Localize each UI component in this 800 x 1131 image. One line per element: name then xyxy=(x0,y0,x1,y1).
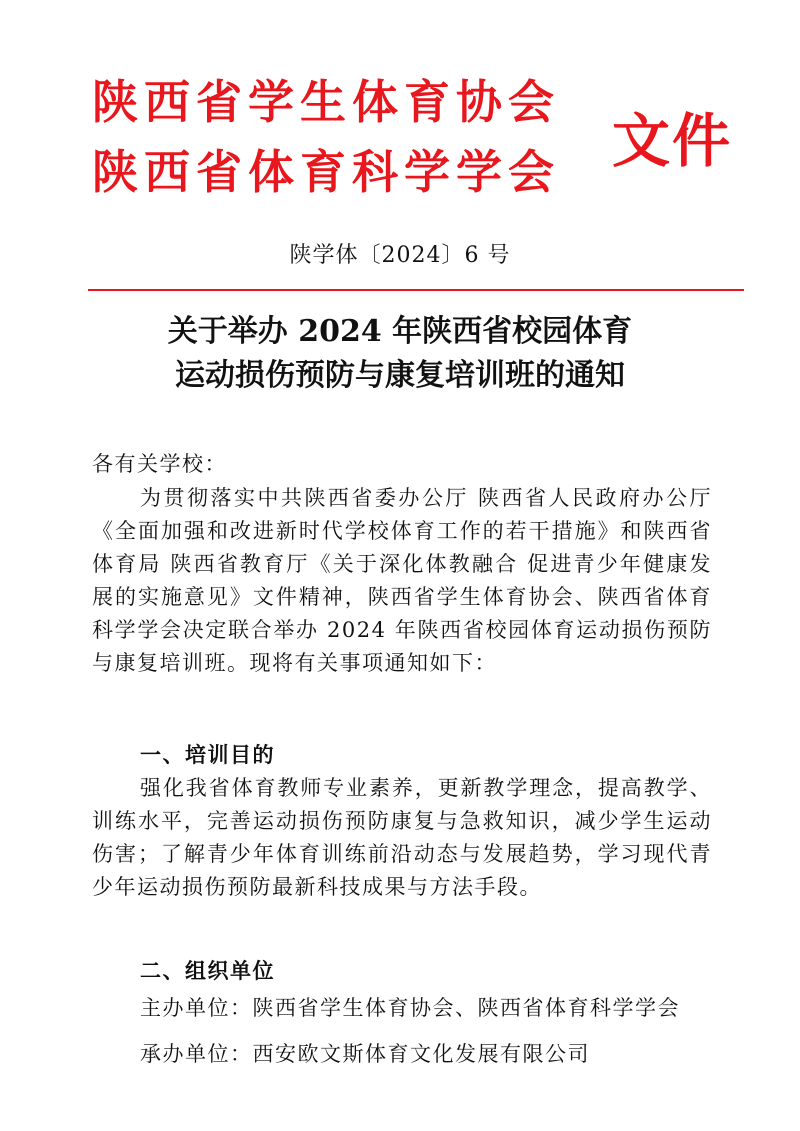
issuing-org-1: 陕西省学生体育协会 xyxy=(92,75,560,129)
purpose-paragraph: 强化我省体育教师专业素养，更新教学理念，提高教学、训练水平，完善运动损伤预防康复与急救知识，减少学生运动伤害；了解青少年体育训练前沿动态与发展趋势，学习现代青少年运动损伤预防最新科技成果与方法手段。 xyxy=(92,776,712,899)
title-line-2: 运动损伤预防与康复培训班的通知 xyxy=(175,358,625,393)
document-label: 文件 xyxy=(612,107,733,175)
document-header xyxy=(92,72,733,212)
title-line-1: 关于举办 2024 年陕西省校园体育 xyxy=(167,314,633,349)
document-title xyxy=(0,310,800,398)
document-number: 陕学体〔2024〕6 号 xyxy=(289,243,511,268)
intro-paragraph: 为贯彻落实中共陕西省委办公厅 陕西省人民政府办公厅《全面加强和改进新时代学校体育工作的若干措施》和陕西省体育局 陕西省教育厅《关于深化体教融合 促进青少年健康发展的实施意见》文件精神，陕西省学生体育协会、陕西省体育科学学会决定联合举办 2024 年陕西省校园体育运动损伤预防与康复培训班。现将有关事项通知如下： xyxy=(92,486,712,675)
section-heading-purpose: 一、培训目的 xyxy=(140,743,275,767)
salutation: 各有关学校： xyxy=(92,452,227,476)
section-heading-organizers: 二、组织单位 xyxy=(140,959,275,983)
red-divider xyxy=(88,289,744,291)
organizer-unit: 承办单位：西安欧文斯体育文化发展有限公司 xyxy=(140,1042,590,1066)
issuing-org-2: 陕西省体育科学学会 xyxy=(92,145,560,199)
host-unit: 主办单位：陕西省学生体育协会、陕西省体育科学学会 xyxy=(140,996,680,1020)
